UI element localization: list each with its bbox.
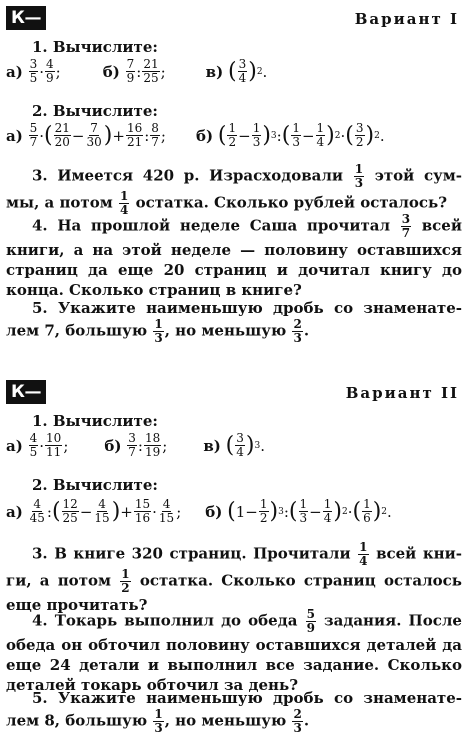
- task-1-expressions: а) $\frac{4}{5}$ · $\frac{10}{11}$ ; б) $\frac{3}{7}$ : $\frac{18}{19}$ ; в) ( $\frac{3}{4}$ ) 3 .: [6, 431, 265, 459]
- task-1-heading: 1. Вычислите:: [32, 38, 158, 56]
- task-5: 5. Укажите наименьшую дробь со знаменате-лем 8, большую $\frac{1}{3}$ , но меньшую $\frac{2}{3}$ .: [6, 689, 462, 735]
- task-3: 3. В книге 320 страниц. Прочитали $\frac{1}{4}$ всей кни-ги, а потом $\frac{1}{2}$ остатка. Сколько страниц осталось еще прочитать?: [6, 540, 463, 614]
- task-1-expressions: а) $\frac{3}{5}$ · $\frac{4}{9}$ ; б) $\frac{7}{9}$ : $\frac{21}{25}$ ; в) ( $\frac{3}{4}$ ) 2 .: [6, 57, 268, 85]
- variant-title: Вариант I: [354, 10, 459, 28]
- task-2-expressions: а) $\frac{4}{45}$ : ( $\frac{12}{25}$ − $\frac{4}{15}$ ) + $\frac{15}{16}$ · $\frac{4}{15}$ ; б) ( 1− $\frac{1}{2}$ ) 3 : ( $\frac{1}{3}$ − $\frac{1}{4}$ ) 2 · ( $\frac{1}{6}$ ) 2 .: [6, 497, 392, 525]
- variant-badge: К—7: [6, 380, 46, 404]
- task-2-expressions: а) $\frac{5}{7}$ · ( $\frac{21}{20}$ − $\frac{7}{30}$ ) + $\frac{16}{21}$ : $\frac{8}{7}$ ; б) ( $\frac{1}{2}$ − $\frac{1}{3}$ ) 3 : ( $\frac{1}{3}$ − $\frac{1}{4}$ ) 2 · ( $\frac{3}{2}$ ) 2 .: [6, 121, 385, 149]
- variant-title: Вариант II: [345, 384, 459, 402]
- task-2-heading: 2. Вычислите:: [32, 476, 158, 494]
- task-1-heading: 1. Вычислите:: [32, 412, 158, 430]
- task-4: 4. На прошлой неделе Саша прочитал $\frac{3}{7}$ всей книги, а на этой неделе — половину оставшихся страниц да еще 20 страниц и дочитал книгу до конца. Сколько страниц в книге?: [6, 212, 462, 299]
- task-5: 5. Укажите наименьшую дробь со знаменате-лем 7, большую $\frac{1}{3}$ , но меньшую $\frac{2}{3}$ .: [6, 299, 462, 345]
- variant-badge: К—7: [6, 6, 46, 30]
- task-3: 3. Имеется 420 р. Израсходовали $\frac{1}{3}$ этой сум-мы, а потом $\frac{1}{4}$ остатка. Сколько рублей осталось?: [6, 162, 462, 217]
- task-2-heading: 2. Вычислите:: [32, 102, 158, 120]
- task-4: 4. Токарь выполнил до обеда $\frac{5}{9}$ задания. После обеда он обточил половину оставшихся деталей да еще 24 детали и выполнил все задание. Сколько деталей токарь обточил за день?: [6, 607, 462, 694]
